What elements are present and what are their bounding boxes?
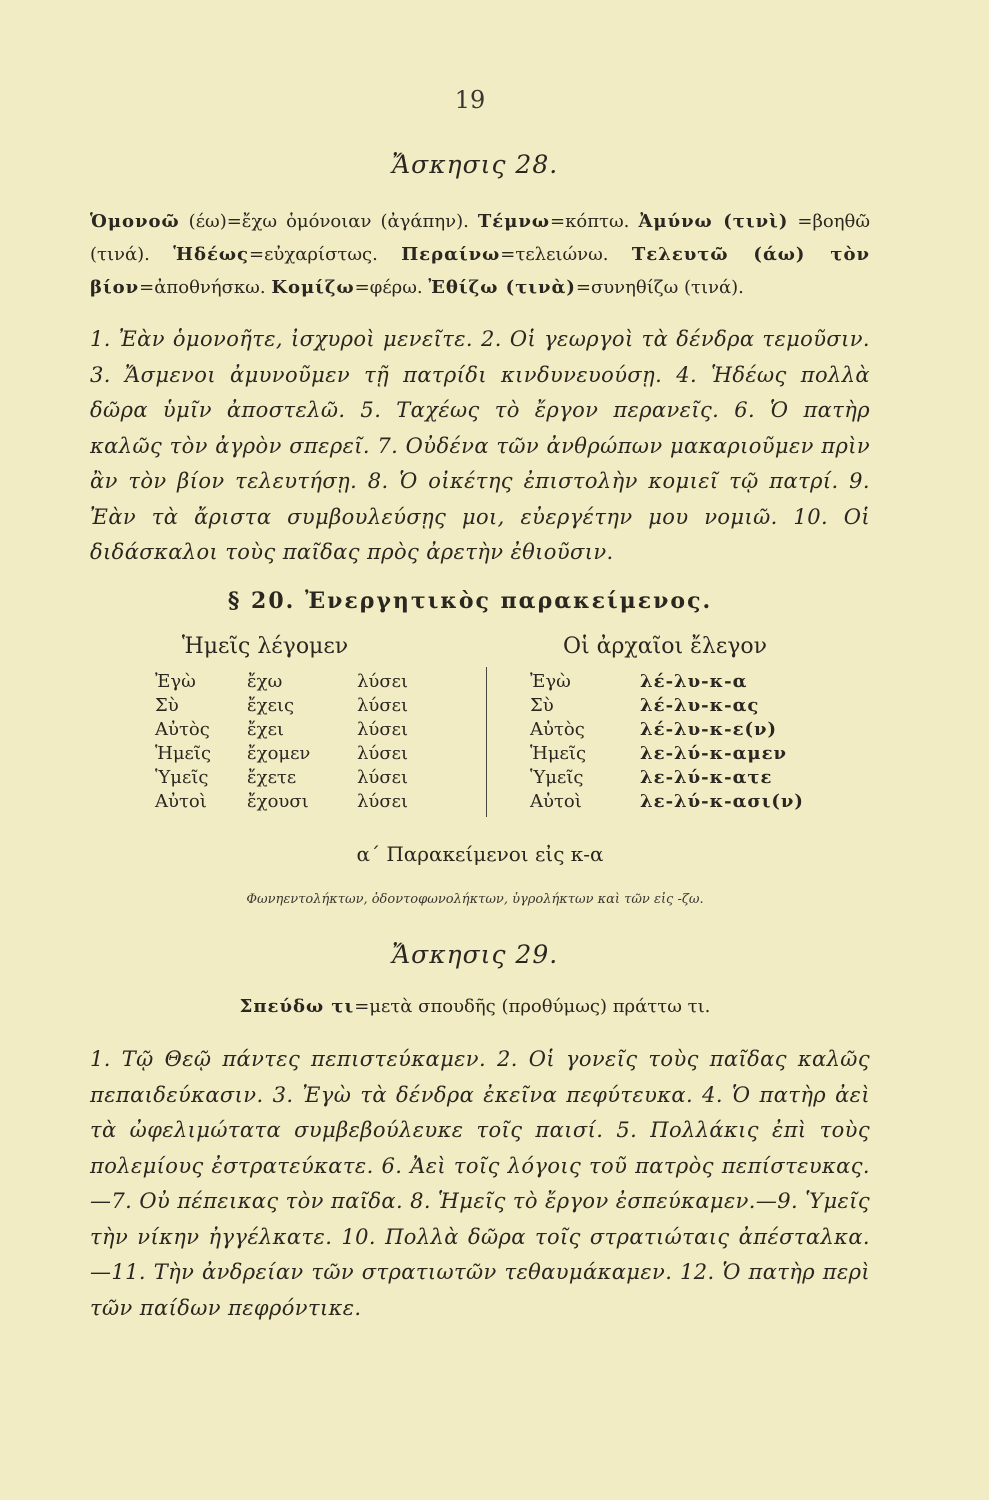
table-left-header: Ἡμεῖς λέγομεν	[181, 634, 349, 659]
perfect-form: λε-λύ-κ-αμεν	[640, 743, 788, 764]
auxiliary-verb: ἔχω	[247, 671, 283, 692]
vocab-definition: =μετὰ σπουδῆς (προθύμως) πράττω τι.	[354, 996, 711, 1017]
pronoun: Αὐτὸς	[155, 719, 210, 740]
vocab-word: Ὁμονοῶ	[90, 211, 180, 232]
exercise-29-vocabulary	[0, 996, 950, 1017]
verb-form: λύσει	[357, 671, 409, 692]
pronoun: Αὐτοὶ	[155, 791, 207, 812]
vocab-definition: =συνηθίζω (τινά).	[575, 277, 744, 298]
pronoun: Σὺ	[155, 695, 179, 716]
table-row	[530, 766, 850, 790]
table-row	[530, 670, 850, 694]
table-row	[155, 766, 475, 790]
pronoun: Ἐγὼ	[155, 671, 196, 692]
table-right-header: Οἱ ἀρχαῖοι ἔλεγον	[562, 634, 768, 659]
table-row	[530, 718, 850, 742]
exercise-28-sentences: 1. Ἐὰν ὁμονοῆτε, ἰσχυροὶ μενεῖτε. 2. Οἱ γεωργοὶ τὰ δένδρα τεμοῦσιν. 3. Ἄσμενοι ἀμυνοῦμεν τῇ πατρίδι κινδυνευούσῃ. 4. Ἡδέως πολλὰ δῶρα ὑμῖν ἀποστελῶ. 5. Ταχέως τὸ ἔργον περανεῖς. 6. Ὁ πατὴρ καλῶς τὸν ἀγρὸν σπερεῖ. 7. Οὐδένα τῶν ἀνθρώπων μακαριοῦμεν πρὶν ἂν τὸν βίον τελευτήσῃ. 8. Ὁ οἰκέτης ἐπιστολὴν κομιεῖ τῷ πατρί. 9. Ἐὰν τὰ ἄριστα συμβουλεύσῃς μοι, εὐεργέτην μου νομιῶ. 10. Οἱ διδάσκαλοι τοὺς παῖδας πρὸς ἀρετὴν ἐθιοῦσιν.	[90, 327, 870, 564]
vocab-word: Ἀμύνω (τινὶ)	[638, 211, 789, 232]
pronoun: Ὑμεῖς	[530, 767, 584, 788]
conjugation-table-ancient	[530, 670, 850, 814]
table-row	[155, 790, 475, 814]
table-divider	[486, 667, 487, 817]
table-row	[155, 670, 475, 694]
auxiliary-verb: ἔχετε	[247, 767, 297, 788]
perfect-form: λέ-λυ-κ-ε(ν)	[640, 719, 778, 740]
exercise-29-title: Ἄσκησις 29.	[391, 940, 559, 969]
perfect-form: λε-λύ-κ-ασι(ν)	[640, 791, 804, 812]
verb-form: λύσει	[357, 719, 409, 740]
vocab-word: Κομίζω	[271, 277, 355, 298]
page-number: 19	[454, 86, 486, 114]
exercise-28-vocabulary	[90, 205, 870, 304]
vocab-word: Τελευτῶ (άω) τὸν βίον	[90, 244, 870, 298]
vocab-definition: =βοηθῶ (τινά).	[90, 211, 871, 265]
table-row	[530, 790, 850, 814]
table-row	[155, 742, 475, 766]
conjugation-table-modern	[155, 670, 475, 814]
pronoun: Ὑμεῖς	[155, 767, 209, 788]
exercise-29-sentences: 1. Τῷ Θεῷ πάντες πεπιστεύκαμεν. 2. Οἱ γονεῖς τοὺς παῖδας καλῶς πεπαιδεύκασιν. 3. Ἐγὼ τὰ δένδρα ἐκεῖνα πεφύτευκα. 4. Ὁ πατὴρ ἀεὶ τὰ ὠφελιμώτατα συμβεβούλευκε τοῖς παισί. 5. Πολλάκις ἐπὶ τοὺς πολεμίους ἐστρατεύκατε. 6. Ἀεὶ τοῖς λόγοις τοῦ πατρὸς πεπίστευκας.—7. Οὐ πέπεικας τὸν παῖδα. 8. Ἡμεῖς τὸ ἔργον ἐσπεύκαμεν.—9. Ὑμεῖς τὴν νίκην ἠγγέλκατε. 10. Πολλὰ δῶρα τοῖς στρατιώταις ἀπέσταλκα.—11. Τὴν ἀνδρείαν τῶν στρατιωτῶν τεθαυμάκαμεν. 12. Ὁ πατὴρ περὶ τῶν παίδων πεφρόντικε.	[90, 1047, 870, 1320]
table-row	[530, 694, 850, 718]
auxiliary-verb: ἔχομεν	[247, 743, 311, 764]
verb-form: λύσει	[357, 767, 409, 788]
vocab-word: Ἡδέως	[173, 244, 250, 265]
vocab-definition: =τελειώνω.	[500, 244, 632, 265]
table-row	[155, 694, 475, 718]
section-20-heading: § 20. Ἐνεργητικὸς παρακείμενος.	[227, 588, 713, 614]
perfect-note: Φωνηεντολήκτων, ὀδοντοφωνολήκτων, ὑγρολήκτων καὶ τῶν εἰς -ζω.	[246, 892, 704, 907]
verb-form: λύσει	[357, 743, 409, 764]
perfect-form: λέ-λυ-κ-ας	[640, 695, 760, 716]
perfect-subheading: α΄ Παρακείμενοι εἰς κ-α	[356, 842, 604, 866]
verb-form: λύσει	[357, 791, 409, 812]
table-row	[155, 718, 475, 742]
vocab-definition: =ἀποθνήσκω.	[139, 277, 272, 298]
vocab-word: Σπεύδω τι	[239, 996, 355, 1017]
perfect-form: λε-λύ-κ-ατε	[640, 767, 773, 788]
vocab-definition: =φέρω.	[354, 277, 429, 298]
pronoun: Ἐγὼ	[530, 671, 571, 692]
auxiliary-verb: ἔχεις	[247, 695, 295, 716]
auxiliary-verb: ἔχουσι	[247, 791, 309, 812]
pronoun: Αὐτοὶ	[530, 791, 582, 812]
vocab-word: Τέμνω	[477, 211, 551, 232]
exercise-28-title: Ἄσκησις 28.	[391, 150, 559, 179]
pronoun: Ἡμεῖς	[530, 743, 587, 764]
vocab-word: Ἐθίζω (τινὰ)	[428, 277, 576, 298]
vocab-definition: =κόπτω.	[550, 211, 639, 232]
pronoun: Σὺ	[530, 695, 554, 716]
auxiliary-verb: ἔχει	[247, 719, 284, 740]
vocab-definition: (έω)=ἔχω ὁμόνοιαν (ἀγάπην).	[179, 211, 478, 232]
perfect-form: λέ-λυ-κ-α	[640, 671, 748, 692]
pronoun: Αὐτὸς	[530, 719, 585, 740]
vocab-word: Περαίνω	[401, 244, 501, 265]
verb-form: λύσει	[357, 695, 409, 716]
vocab-definition: =εὐχαρίστως.	[249, 244, 402, 265]
pronoun: Ἡμεῖς	[155, 743, 212, 764]
table-row	[530, 742, 850, 766]
